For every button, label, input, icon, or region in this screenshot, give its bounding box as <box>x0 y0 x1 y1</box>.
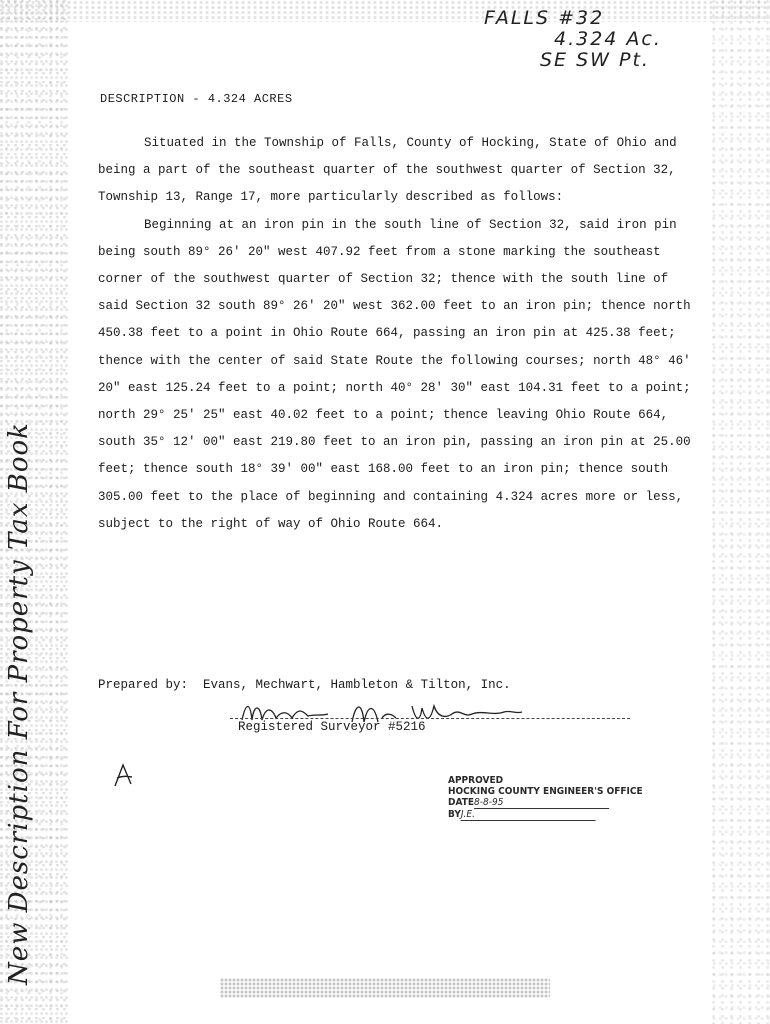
description-heading: DESCRIPTION - 4.324 ACRES <box>100 92 293 106</box>
prepared-by-firm: Evans, Mechwart, Hambleton & Tilton, Inc. <box>203 678 511 692</box>
stamp-date-label: DATE <box>448 797 475 808</box>
handwritten-note-line3: SE SW Pt. <box>540 49 650 71</box>
stamp-approved: APPROVED <box>448 775 504 786</box>
legal-description <box>98 130 698 538</box>
margin-handwritten-note: New Description For Property Tax Book <box>4 422 34 985</box>
stamp-by-value: J.E. <box>461 809 596 821</box>
prepared-by <box>98 678 511 692</box>
handwritten-a-mark <box>112 762 136 788</box>
signature-line <box>230 718 630 719</box>
stamp-by-row <box>448 809 643 821</box>
scan-noise-right <box>710 0 770 1024</box>
approval-stamp <box>448 775 643 821</box>
handwritten-note-line1: FALLS #32 <box>484 7 605 29</box>
prepared-by-label: Prepared by: <box>98 678 189 692</box>
surveyor-title: Registered Surveyor #5216 <box>238 720 426 734</box>
scan-noise-bottom <box>220 978 550 998</box>
paragraph-beginning: Beginning at an iron pin in the south line of Section 32, said iron pin being south 89° 26' 20" west 407.92 feet from a stone marking the southeast corner of the southwest quarter of Section 32; thence with the south line of said Section 32 south 89° 26' 20" west 362.00 feet to an iron pin; thence north 450.38 feet to a point in Ohio Route 664, passing an iron pin at 425.38 feet; thence with the center of said State Route the following courses; north 48° 46' 20" east 125.24 feet to a point; north 40° 28' 30" east 104.31 feet to a point; north 29° 25' 25" east 40.02 feet to a point; thence leaving Ohio Route 664, south 35° 12' 00" east 219.80 feet to an iron pin, passing an iron pin at 25.00 feet; thence south 18° 39' 00" east 168.00 feet to an iron pin; thence south 305.00 feet to the place of beginning and containing 4.324 acres more or less, subject to the right of way of Ohio Route 664. <box>98 217 691 531</box>
handwritten-note-line2: 4.324 Ac. <box>554 28 662 50</box>
stamp-date-value: 8-8-95 <box>474 797 609 809</box>
paragraph-situated: Situated in the Township of Falls, County of Hocking, State of Ohio and being a part of the southeast quarter of the southwest quarter of Section 32, Township 13, Range 17, more particularly described as follows: <box>98 136 677 205</box>
stamp-office: HOCKING COUNTY ENGINEER'S OFFICE <box>448 786 643 797</box>
stamp-date-row <box>448 797 643 809</box>
stamp-by-label: BY <box>448 809 461 820</box>
handwritten-note <box>484 8 662 71</box>
